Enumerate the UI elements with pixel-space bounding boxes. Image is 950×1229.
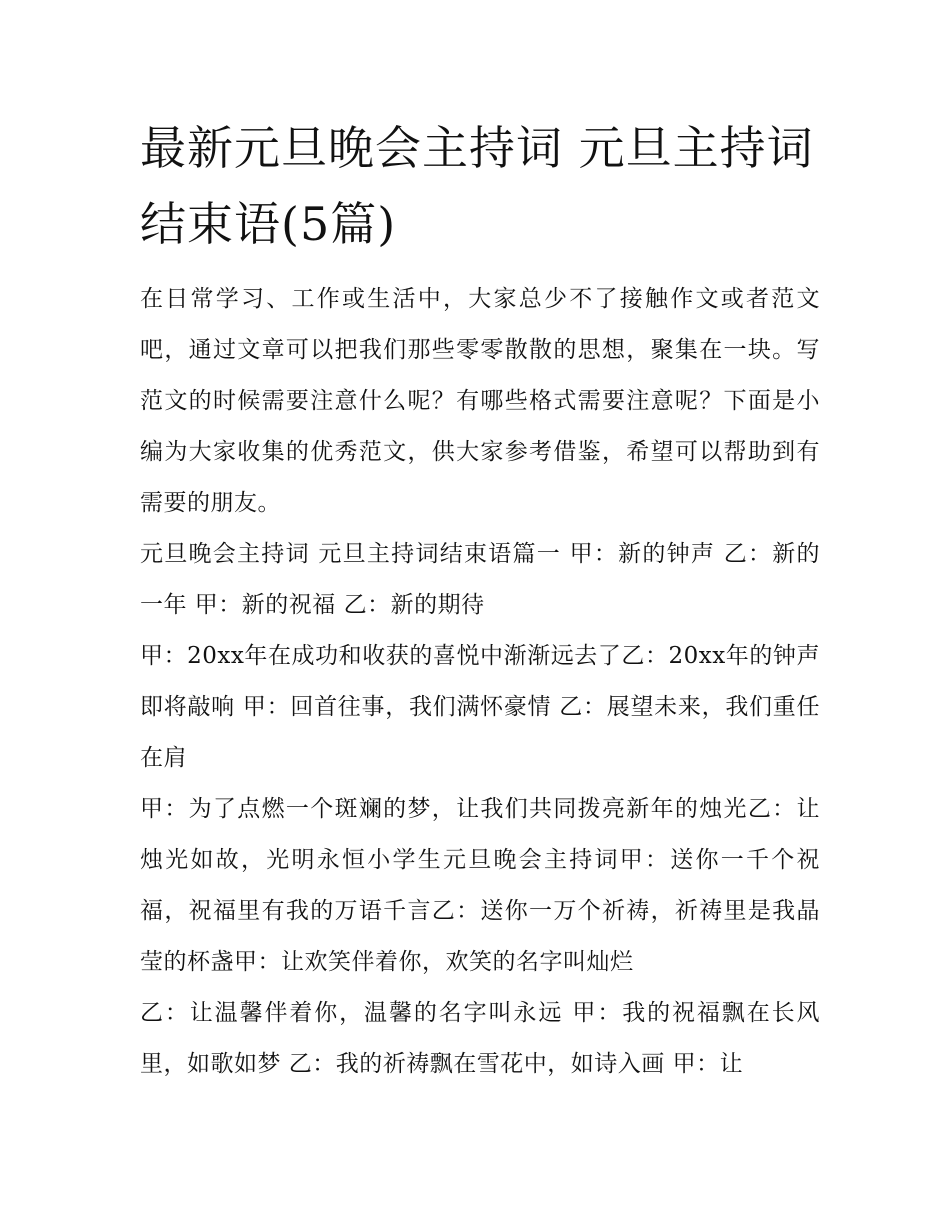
paragraph-new-year: 甲：20xx年在成功和收获的喜悦中渐渐远去了乙：20xx年的钟声即将敲响 甲：回首往事，我们满怀豪情 乙：展望未来，我们重任在肩 bbox=[140, 643, 820, 771]
paragraph-opening: 元旦晚会主持词 元旦主持词结束语篇一 甲：新的钟声 乙：新的一年 甲：新的祝福 乙：新的期待 bbox=[140, 541, 820, 618]
paragraph-candlelight: 甲：为了点燃一个斑斓的梦，让我们共同拨亮新年的烛光乙：让烛光如故，光明永恒小学生元旦晚会主持词甲：送你一千个祝福，祝福里有我的万语千言乙：送你一万个祈祷，祈祷里是我晶莹的杯盏甲：让欢笑伴着你，欢笑的名字叫灿烂 bbox=[140, 796, 820, 975]
document-page bbox=[140, 110, 820, 1090]
document-title: 最新元旦晚会主持词 元旦主持词结束语(5篇) bbox=[140, 121, 814, 251]
paragraph-warmth: 乙：让温馨伴着你，温馨的名字叫永远 甲：我的祝福飘在长风里，如歌如梦 乙：我的祈祷飘在雪花中，如诗入画 甲：让 bbox=[140, 1000, 820, 1077]
paragraph-intro: 在日常学习、工作或生活中，大家总少不了接触作文或者范文吧，通过文章可以把我们那些零零散散的思想，聚集在一块。写范文的时候需要注意什么呢？有哪些格式需要注意呢？下面是小编为大家收集的优秀范文，供大家参考借鉴，希望可以帮助到有需要的朋友。 bbox=[140, 286, 820, 516]
